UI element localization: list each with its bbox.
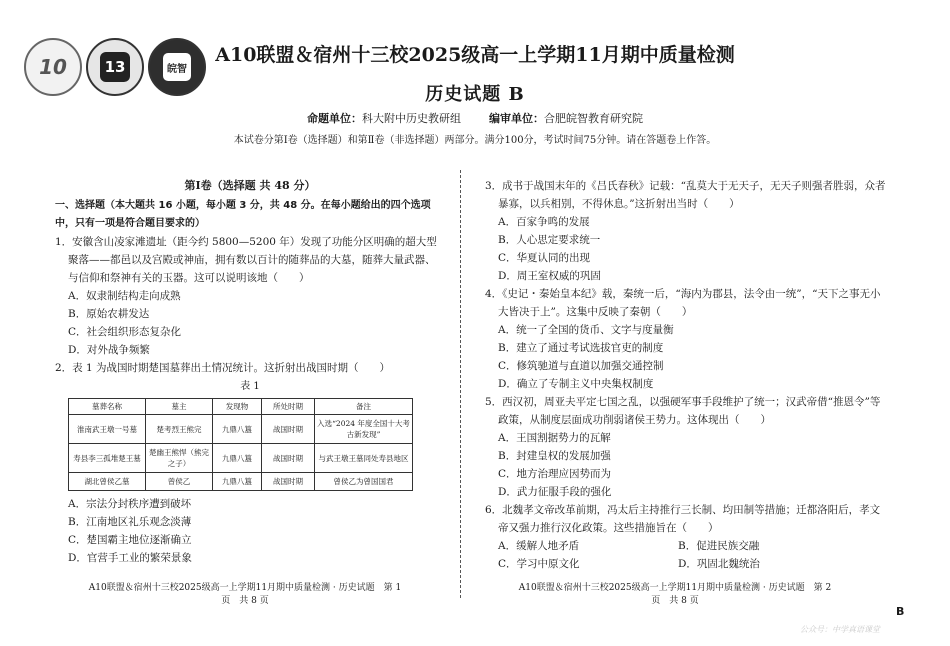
question-2-option-a: A．宗法分封秩序遭到破坏 bbox=[68, 498, 192, 510]
version-corner-mark: B bbox=[896, 605, 905, 618]
table-cell: 湖北曾侯乙墓 bbox=[69, 473, 146, 491]
thirteen-schools-logo-text: 13 bbox=[100, 52, 130, 82]
alliance-logo-text: 10 bbox=[39, 55, 67, 79]
exam-notice: 本试卷分第Ⅰ卷（选择题）和第Ⅱ卷（非选择题）两部分。满分100分，考试时间75分钟。请在答题卷上作答。 bbox=[233, 135, 717, 146]
question-1-option-a: A．奴隶制结构走向成熟 bbox=[68, 290, 181, 302]
question-3-stem: 3．成书于战国末年的《吕氏春秋》记载：“乱莫大于无天子，无天子则强者胜弱，众者暴寡，以兵相别，不得休息。”这折射出当时（ ） bbox=[485, 180, 886, 210]
question-6-options-row-1 bbox=[485, 537, 890, 555]
question-2-stem: 2．表 1 为战国时期楚国墓葬出土情况统计。这折射出战国时期（ ） bbox=[55, 362, 391, 374]
section-instruction: 一、选择题（本大题共 16 小题，每小题 3 分，共 48 分。在每小题给出的四个选项中，只有一项是符合题目要求的） bbox=[55, 200, 431, 229]
watermark: 公众号：中学真语课堂 bbox=[800, 625, 880, 634]
question-5-option-b: B．封建皇权的发展加强 bbox=[498, 450, 611, 462]
table-header-row bbox=[69, 399, 413, 415]
question-3-option-d: D．周王室权威的巩固 bbox=[498, 270, 601, 282]
question-6-option-d: D．巩固北魏统治 bbox=[678, 558, 760, 570]
question-4-option-c: C．修筑驰道与直道以加强交通控制 bbox=[498, 360, 664, 372]
wanzhi-education-logo-text: 皖智 bbox=[163, 53, 191, 81]
exam-subtitle: 历史试题 B bbox=[425, 84, 525, 105]
table-row bbox=[69, 473, 413, 491]
question-3-option-b: B．人心思定要求统一 bbox=[498, 234, 601, 246]
proposer: 科大附中历史教研组 bbox=[362, 112, 461, 125]
question-2-option-c: C．楚国霸主地位逐渐确立 bbox=[68, 534, 192, 546]
burial-table bbox=[68, 398, 413, 491]
exam-title: A10联盟＆宿州十三校2025级高一上学期11月期中质量检测 bbox=[215, 44, 735, 66]
question-6-option-b: B．促进民族交融 bbox=[678, 540, 760, 552]
question-5-option-c: C．地方治理应因势而为 bbox=[498, 468, 612, 480]
table-cell: 入选“2024 年度全国十大考古新发现” bbox=[315, 415, 413, 444]
wanzhi-education-logo bbox=[148, 38, 206, 96]
question-2-option-b: B．江南地区礼乐观念淡薄 bbox=[68, 516, 192, 528]
table-cell: 战国时期 bbox=[262, 473, 315, 491]
table-row bbox=[69, 444, 413, 473]
editor-label: 编审单位： bbox=[488, 112, 544, 125]
proposer-label: 命题单位： bbox=[307, 112, 362, 125]
question-3-option-a: A．百家争鸣的发展 bbox=[498, 216, 590, 228]
table-cell: 寿县李三孤堆楚王墓 bbox=[69, 444, 146, 473]
question-1-option-c: C．社会组织形态复杂化 bbox=[68, 326, 182, 338]
table-cell: 战国时期 bbox=[262, 415, 315, 444]
table-cell: 九鼎八簋 bbox=[213, 415, 262, 444]
question-5-stem: 5．西汉初，周亚夫平定七国之乱，以强硬军事手段维护了统一；汉武帝借“推恩令”等政策，从制度层面成功削弱诸侯王势力。这体现出（ ） bbox=[485, 396, 881, 426]
right-column bbox=[485, 177, 890, 573]
exam-units bbox=[0, 110, 950, 126]
editor: 合肥皖智教育研究院 bbox=[543, 112, 643, 125]
table-cell: 九鼎八簋 bbox=[213, 444, 262, 473]
question-4-stem: 4．《史记・秦始皇本纪》载，秦统一后，“海内为郡县，法令由一统”，“天下之事无小大皆决于上”。这集中反映了秦朝（ ） bbox=[485, 288, 881, 318]
question-6-options-row-2 bbox=[485, 555, 890, 573]
table-cell: 曾侯乙为曾国国君 bbox=[315, 473, 413, 491]
section-title: 第Ⅰ卷（选择题 共 48 分） bbox=[184, 179, 316, 192]
table-header: 墓葬名称 bbox=[69, 399, 146, 415]
table-cell: 曾侯乙 bbox=[146, 473, 213, 491]
left-column bbox=[55, 177, 445, 567]
column-divider bbox=[460, 170, 461, 598]
question-6-option-c: C．学习中原文化 bbox=[498, 558, 580, 570]
question-3-option-c: C．华夏认同的出现 bbox=[498, 252, 591, 264]
question-1-option-d: D．对外战争频繁 bbox=[68, 344, 150, 356]
table-header: 发现物 bbox=[213, 399, 262, 415]
page-1-footer: A10联盟＆宿州十三校2025级高一上学期11月期中质量检测 · 历史试题 第 1 页 共 8 页 bbox=[88, 583, 402, 606]
table-header: 墓主 bbox=[146, 399, 213, 415]
question-4-option-b: B．建立了通过考试选拔官吏的制度 bbox=[498, 342, 664, 354]
table-caption: 表 1 bbox=[240, 381, 260, 392]
table-header: 备注 bbox=[315, 399, 413, 415]
question-6-stem: 6．北魏孝文帝改革前期，冯太后主持推行三长制、均田制等措施；迁都洛阳后，孝文帝又强力推行汉化政策。这些措施旨在（ ） bbox=[485, 504, 881, 534]
question-5-option-a: A．王国割据势力的瓦解 bbox=[498, 432, 611, 444]
question-4-option-d: D．确立了专制主义中央集权制度 bbox=[498, 378, 654, 390]
table-row bbox=[69, 415, 413, 444]
question-2-option-d: D．官营手工业的繁荣景象 bbox=[68, 552, 192, 564]
question-5-option-d: D．武力征服手段的强化 bbox=[498, 486, 612, 498]
alliance-logo bbox=[24, 38, 82, 96]
page-2-footer: A10联盟＆宿州十三校2025级高一上学期11月期中质量检测 · 历史试题 第 2 页 共 8 页 bbox=[518, 583, 832, 606]
table-cell: 九鼎八簋 bbox=[213, 473, 262, 491]
table-header: 所处时期 bbox=[262, 399, 315, 415]
table-cell: 与武王墩王墓同处寿县地区 bbox=[315, 444, 413, 473]
table-cell: 战国时期 bbox=[262, 444, 315, 473]
table-cell: 淮南武王墩一号墓 bbox=[69, 415, 146, 444]
thirteen-schools-logo bbox=[86, 38, 144, 96]
question-6-option-a: A．缓解人地矛盾 bbox=[498, 540, 580, 552]
table-cell: 楚考烈王熊完 bbox=[146, 415, 213, 444]
question-1-stem: 1．安徽含山凌家滩遗址（距今约 5800—5200 年）发现了功能分区明确的超大型聚落——都邑以及宫殿或神庙，拥有数以百计的随葬品的大墓，随葬大量武器、与信仰和祭神有关的玉器。这可以说明该地（ ） bbox=[55, 236, 437, 284]
question-1-option-b: B．原始农耕发达 bbox=[68, 308, 150, 320]
question-4-option-a: A．统一了全国的货币、文字与度量衡 bbox=[498, 324, 674, 336]
table-cell: 楚幽王熊悍（熊完之子） bbox=[146, 444, 213, 473]
